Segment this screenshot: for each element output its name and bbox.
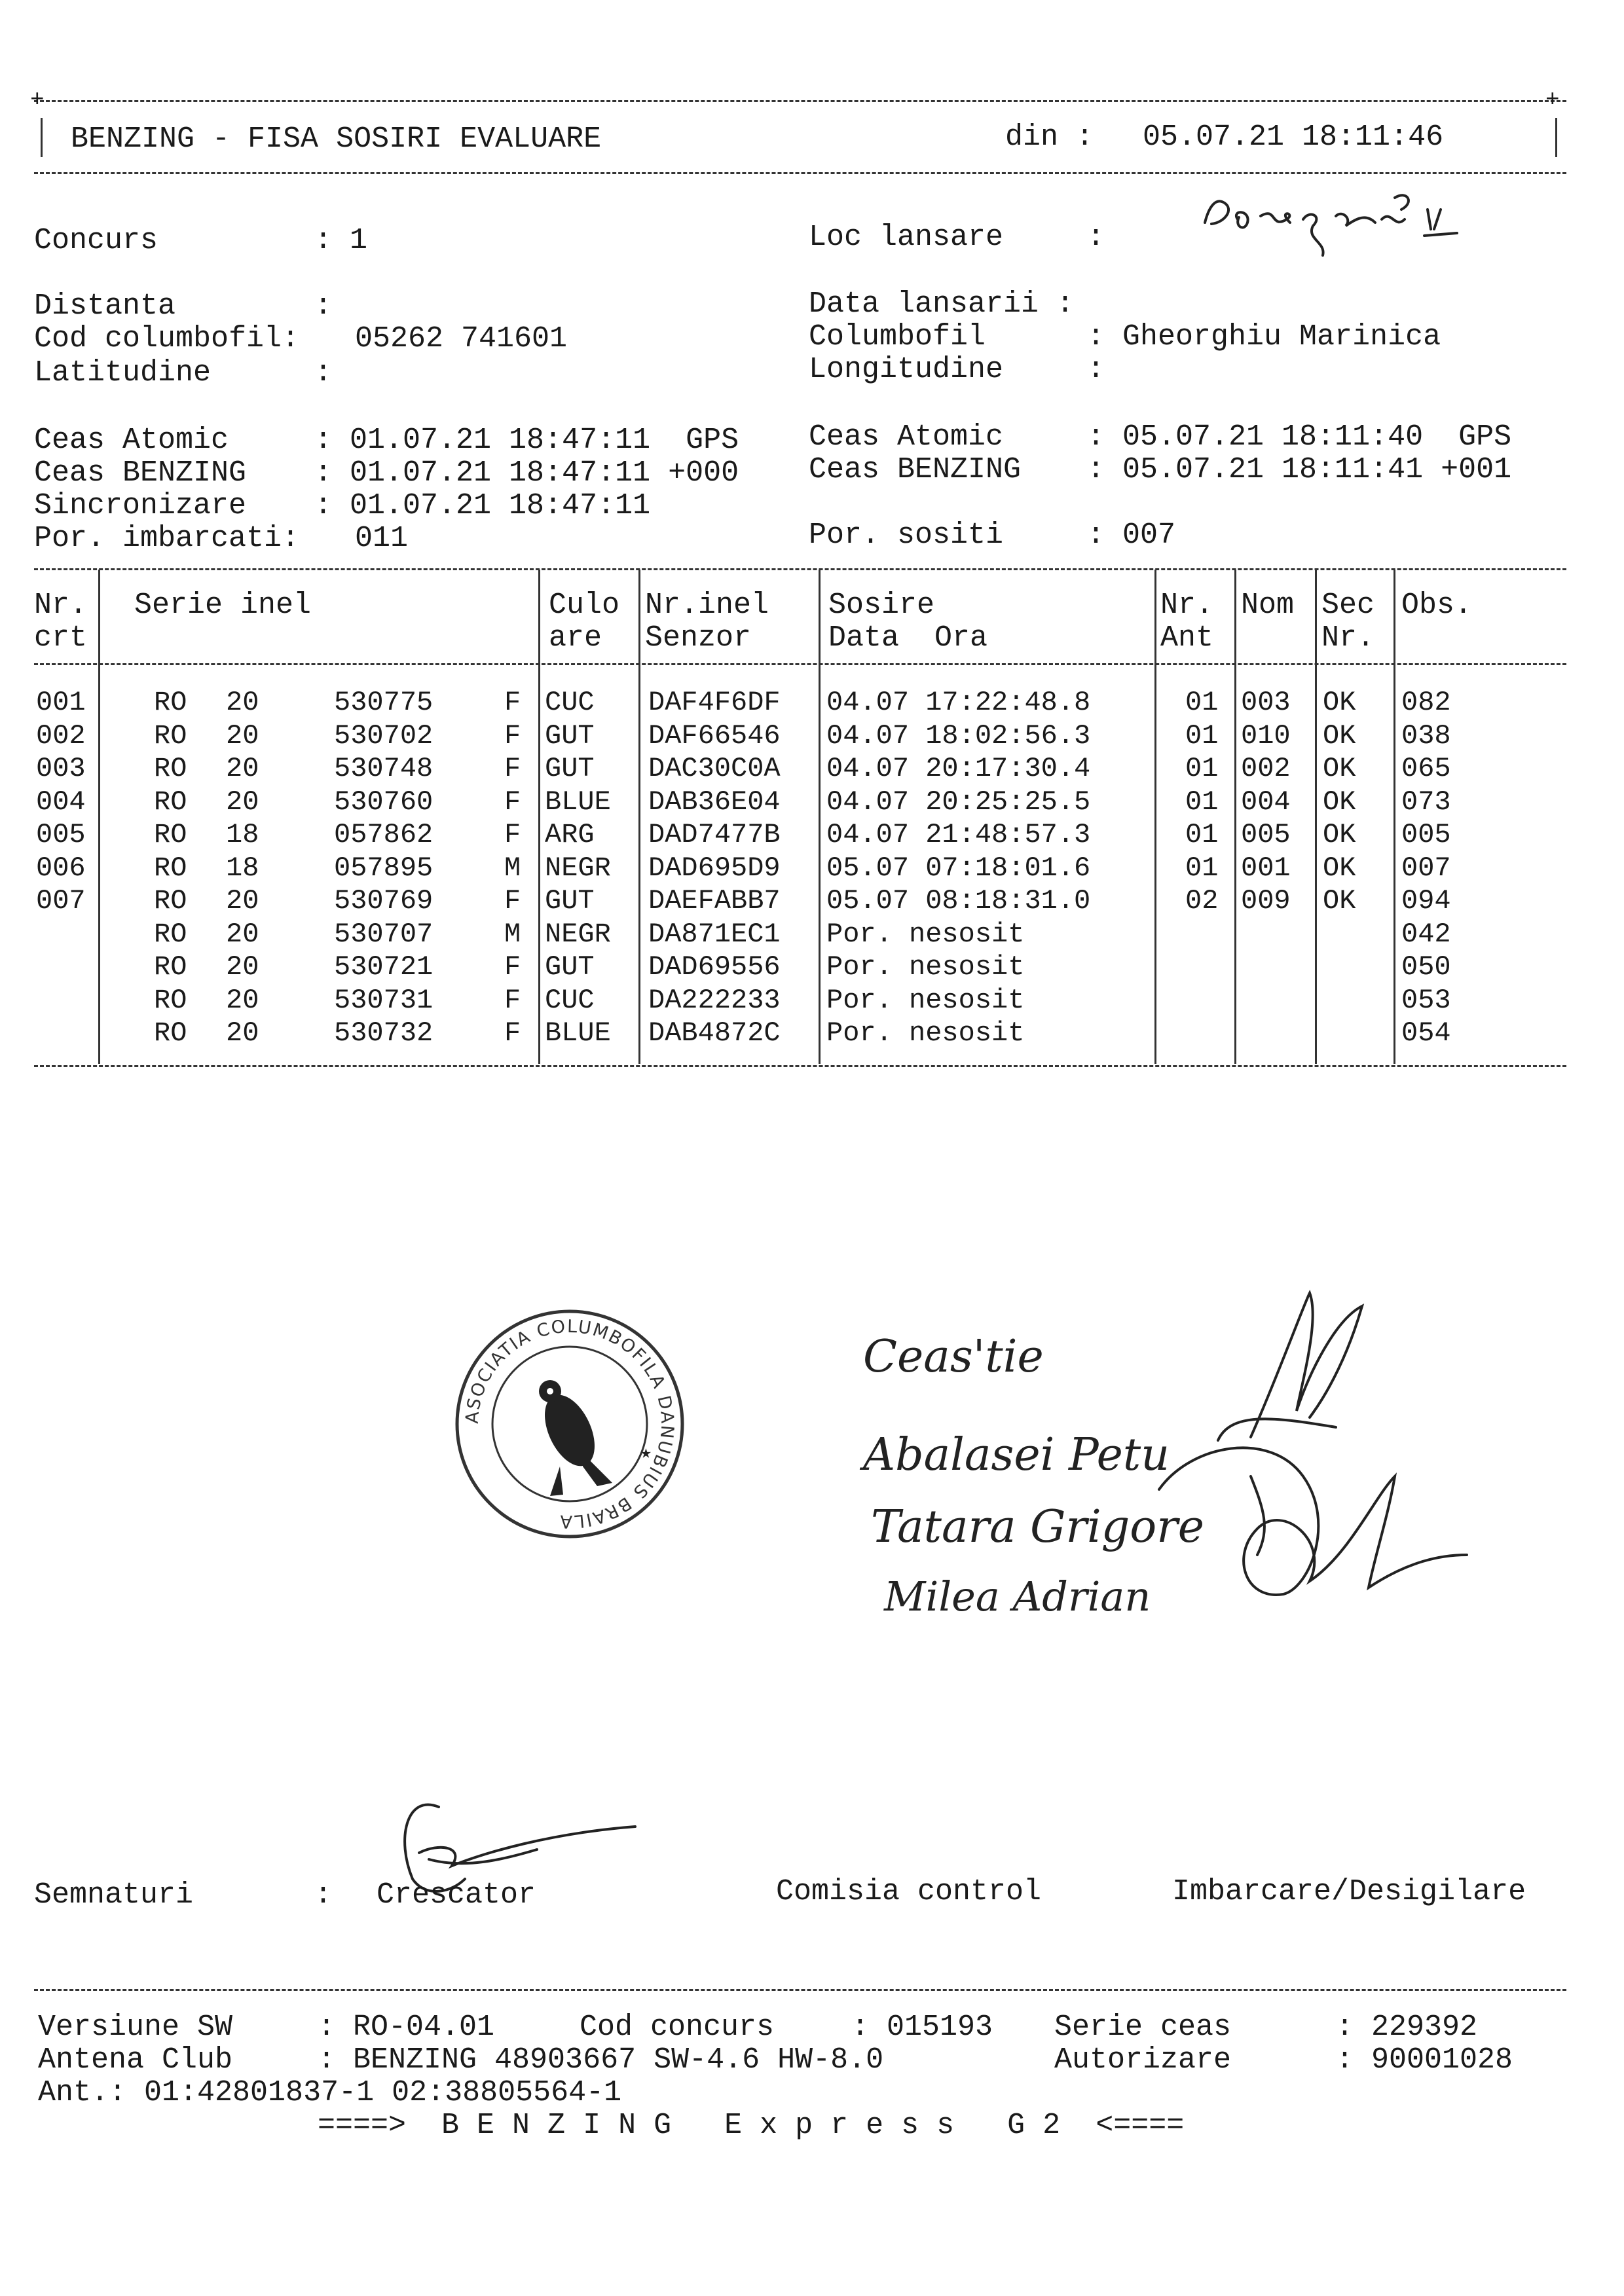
- commission-handwritten-signatures: [851, 1280, 1519, 1647]
- row-nom: 001: [1241, 852, 1291, 884]
- row-country: RO: [154, 819, 187, 850]
- row-ant: 01: [1185, 819, 1219, 850]
- distanta-label: Distanta: [34, 289, 176, 323]
- right-clock-value: : 05.07.21 18:11:40 GPS: [1087, 420, 1512, 454]
- antenna-ids: Ant.: 01:42801837-1 02:38805564-1: [38, 2076, 622, 2109]
- por-imbarcati-label: Por. imbarcati:: [34, 522, 300, 555]
- cod-columbofil-value: 05262 741601: [355, 322, 568, 355]
- header-right-border: [1555, 118, 1557, 157]
- row-sex: M: [504, 918, 521, 950]
- latitudine-value: :: [314, 356, 333, 390]
- row-ring: 530707: [334, 918, 434, 950]
- col-divider: [538, 570, 540, 1064]
- row-year: 20: [226, 984, 259, 1016]
- row-sensor: DAF66546: [648, 720, 781, 752]
- row-sex: F: [504, 786, 521, 818]
- loc-lansare-colon: :: [1087, 221, 1105, 254]
- header-nr-ant: Nr.: [1160, 589, 1214, 622]
- row-nom: 009: [1241, 885, 1291, 917]
- din-label: din :: [1005, 120, 1094, 154]
- row-ring: 530731: [334, 984, 434, 1016]
- columbofil-value: : Gheorghiu Marinica: [1087, 320, 1441, 354]
- row-sosire: 04.07 20:17:30.4: [826, 753, 1091, 784]
- row-color: NEGR: [545, 918, 611, 950]
- left-clock-label: Ceas Atomic: [34, 424, 229, 457]
- header-serie-inel: Serie inel: [134, 589, 312, 622]
- imbarcare-desigilare-label: Imbarcare/Desigilare: [1172, 1875, 1526, 1908]
- right-clock-label: Ceas Atomic: [809, 420, 1004, 454]
- row-ant: 01: [1185, 753, 1219, 784]
- right-clock-label: Ceas BENZING: [809, 453, 1022, 486]
- data-lansarii-label: Data lansarii :: [809, 287, 1075, 321]
- antena-value: : BENZING 48903667 SW-4.6 HW-8.0: [318, 2043, 884, 2077]
- row-year: 18: [226, 852, 259, 884]
- autorizare-label: Autorizare: [1054, 2043, 1232, 2077]
- row-sensor: DAD695D9: [648, 852, 781, 884]
- corner-plus: +: [30, 86, 45, 113]
- svg-text:Ceas'tie: Ceas'tie: [863, 1331, 1044, 1383]
- row-color: GUT: [545, 885, 595, 917]
- row-color: ARG: [545, 819, 595, 850]
- right-clock-value: : 05.07.21 18:11:41 +001: [1087, 453, 1512, 486]
- row-ring: 057862: [334, 819, 434, 850]
- row-sex: F: [504, 687, 521, 718]
- table-bottom-border: [34, 1065, 1566, 1067]
- footer-divider: [34, 1989, 1566, 1991]
- row-crt: 001: [36, 687, 86, 718]
- row-ring: 530748: [334, 753, 434, 784]
- left-clock-value: : 01.07.21 18:47:11: [314, 489, 651, 522]
- row-sex: F: [504, 753, 521, 784]
- row-sensor: DAB4872C: [648, 1017, 781, 1049]
- crescator-label: Crescator: [377, 1878, 536, 1912]
- row-sec: OK: [1323, 720, 1356, 752]
- row-ring: 530721: [334, 951, 434, 983]
- header-senzor: Senzor: [645, 621, 752, 655]
- table-header-border: [34, 663, 1566, 665]
- row-nom: 003: [1241, 687, 1291, 718]
- row-ring: 530702: [334, 720, 434, 752]
- row-country: RO: [154, 918, 187, 950]
- header-culoare-2: are: [549, 621, 602, 655]
- report-title: BENZING - FISA SOSIRI EVALUARE: [71, 122, 602, 156]
- row-nom: 004: [1241, 786, 1291, 818]
- svg-text:Tatara Grigore: Tatara Grigore: [871, 1501, 1204, 1553]
- row-obs: 050: [1401, 951, 1451, 983]
- row-obs: 094: [1401, 885, 1451, 917]
- concurs-label: Concurs: [34, 224, 158, 257]
- row-year: 20: [226, 1017, 259, 1049]
- row-nom: 010: [1241, 720, 1291, 752]
- row-sosire: 04.07 20:25:25.5: [826, 786, 1091, 818]
- row-sec: OK: [1323, 753, 1356, 784]
- row-obs: 082: [1401, 687, 1451, 718]
- header-sosire: Sosire: [828, 589, 935, 622]
- row-color: BLUE: [545, 786, 611, 818]
- versiune-value: : RO-04.01: [318, 2011, 495, 2044]
- cod-columbofil-label: Cod columbofil:: [34, 322, 300, 355]
- row-sosire: 04.07 21:48:57.3: [826, 819, 1091, 850]
- row-ring: 530760: [334, 786, 434, 818]
- col-divider: [1154, 570, 1156, 1064]
- row-year: 18: [226, 819, 259, 850]
- por-sositi-value: : 007: [1087, 519, 1176, 552]
- row-crt: 006: [36, 852, 86, 884]
- row-color: GUT: [545, 753, 595, 784]
- left-clock-label: Sincronizare: [34, 489, 247, 522]
- semnaturi-colon: :: [314, 1878, 333, 1912]
- row-obs: 038: [1401, 720, 1451, 752]
- row-sensor: DAD7477B: [648, 819, 781, 850]
- row-sec: OK: [1323, 852, 1356, 884]
- row-sex: F: [504, 1017, 521, 1049]
- concurs-value: : 1: [314, 224, 368, 257]
- row-year: 20: [226, 918, 259, 950]
- row-sosire: 04.07 17:22:48.8: [826, 687, 1091, 718]
- header-top-border: [34, 100, 1566, 102]
- row-obs: 053: [1401, 984, 1451, 1016]
- row-ant: 01: [1185, 720, 1219, 752]
- row-sensor: DAD69556: [648, 951, 781, 983]
- loc-lansare-label: Loc lansare: [809, 221, 1004, 254]
- row-sex: F: [504, 819, 521, 850]
- row-ring: 530732: [334, 1017, 434, 1049]
- row-color: CUC: [545, 687, 595, 718]
- row-obs: 065: [1401, 753, 1451, 784]
- row-country: RO: [154, 951, 187, 983]
- row-obs: 054: [1401, 1017, 1451, 1049]
- left-clock-label: Ceas BENZING: [34, 456, 247, 490]
- svg-text:ASOCIATIA COLUMBOFILA DANUBIUS: ASOCIATIA COLUMBOFILA DANUBIUS BRAILA: [462, 1316, 678, 1532]
- header-data-ora: Data Ora: [828, 621, 988, 655]
- header-nr-ant-2: Ant: [1160, 621, 1214, 655]
- row-sec: OK: [1323, 786, 1356, 818]
- row-country: RO: [154, 753, 187, 784]
- row-country: RO: [154, 984, 187, 1016]
- row-ring: 057895: [334, 852, 434, 884]
- serie-ceas-value: : 229392: [1336, 2011, 1478, 2044]
- longitudine-label: Longitudine: [809, 353, 1004, 386]
- row-sensor: DAEFABB7: [648, 885, 781, 917]
- col-divider: [638, 570, 640, 1064]
- latitudine-label: Latitudine: [34, 356, 212, 390]
- row-country: RO: [154, 885, 187, 917]
- row-obs: 073: [1401, 786, 1451, 818]
- header-culoare: Culo: [549, 589, 620, 622]
- row-crt: 005: [36, 819, 86, 850]
- col-divider: [1234, 570, 1236, 1064]
- row-sosire: 04.07 18:02:56.3: [826, 720, 1091, 752]
- row-obs: 005: [1401, 819, 1451, 850]
- loc-lansare-handwriting: [1198, 183, 1500, 268]
- row-ring: 530769: [334, 885, 434, 917]
- header-left-border: [41, 118, 43, 157]
- row-ring: 530775: [334, 687, 434, 718]
- row-sosire: Por. nesosit: [826, 918, 1025, 950]
- serie-ceas-label: Serie ceas: [1054, 2011, 1232, 2044]
- row-obs: 042: [1401, 918, 1451, 950]
- row-year: 20: [226, 720, 259, 752]
- row-sosire: 05.07 08:18:31.0: [826, 885, 1091, 917]
- brand-line: ====> B E N Z I N G E x p r e s s G 2 <====: [318, 2109, 1185, 2142]
- row-ant: 01: [1185, 852, 1219, 884]
- row-sensor: DAF4F6DF: [648, 687, 781, 718]
- row-crt: 007: [36, 885, 86, 917]
- row-crt: 002: [36, 720, 86, 752]
- cod-concurs-label: Cod concurs: [580, 2011, 775, 2044]
- columbofil-label: Columbofil: [809, 320, 986, 354]
- row-sex: F: [504, 885, 521, 917]
- row-sensor: DAB36E04: [648, 786, 781, 818]
- row-color: BLUE: [545, 1017, 611, 1049]
- svg-text:Milea Adrian: Milea Adrian: [884, 1573, 1151, 1620]
- row-year: 20: [226, 885, 259, 917]
- row-sosire: Por. nesosit: [826, 951, 1025, 983]
- row-color: CUC: [545, 984, 595, 1016]
- row-country: RO: [154, 687, 187, 718]
- versiune-label: Versiune SW: [38, 2011, 233, 2044]
- header-bottom-border: [34, 172, 1566, 174]
- autorizare-value: : 90001028: [1336, 2043, 1513, 2077]
- corner-plus: +: [1545, 86, 1560, 113]
- left-clock-value: : 01.07.21 18:47:11 GPS: [314, 424, 739, 457]
- row-sex: F: [504, 951, 521, 983]
- row-sensor: DA871EC1: [648, 918, 781, 950]
- row-sex: F: [504, 720, 521, 752]
- row-nom: 002: [1241, 753, 1291, 784]
- row-ant: 01: [1185, 786, 1219, 818]
- header-nom: Nom: [1241, 589, 1295, 622]
- row-color: GUT: [545, 951, 595, 983]
- row-year: 20: [226, 786, 259, 818]
- semnaturi-label: Semnaturi: [34, 1878, 194, 1912]
- row-sensor: DAC30C0A: [648, 753, 781, 784]
- row-crt: 004: [36, 786, 86, 818]
- antena-label: Antena Club: [38, 2043, 233, 2077]
- row-ant: 02: [1185, 885, 1219, 917]
- row-country: RO: [154, 1017, 187, 1049]
- report-datetime: 05.07.21 18:11:46: [1143, 120, 1444, 154]
- por-imbarcati-value: 011: [355, 522, 409, 555]
- row-sex: F: [504, 984, 521, 1016]
- association-stamp: [452, 1300, 688, 1548]
- svg-text:Abalasei Petu: Abalasei Petu: [863, 1429, 1170, 1481]
- row-sex: M: [504, 852, 521, 884]
- row-year: 20: [226, 687, 259, 718]
- row-color: NEGR: [545, 852, 611, 884]
- svg-text:★: ★: [640, 1444, 652, 1464]
- row-crt: 003: [36, 753, 86, 784]
- col-divider: [98, 570, 100, 1064]
- row-sec: OK: [1323, 885, 1356, 917]
- row-sosire: Por. nesosit: [826, 984, 1025, 1016]
- row-nom: 005: [1241, 819, 1291, 850]
- row-obs: 007: [1401, 852, 1451, 884]
- col-divider: [1393, 570, 1395, 1064]
- row-sensor: DA222233: [648, 984, 781, 1016]
- header-nr: Nr.: [34, 589, 88, 622]
- row-sosire: Por. nesosit: [826, 1017, 1025, 1049]
- distanta-value: :: [314, 289, 333, 323]
- row-country: RO: [154, 786, 187, 818]
- longitudine-value: :: [1087, 353, 1105, 386]
- header-crt: crt: [34, 621, 88, 655]
- col-divider: [819, 570, 821, 1064]
- left-clock-value: : 01.07.21 18:47:11 +000: [314, 456, 739, 490]
- row-ant: 01: [1185, 687, 1219, 718]
- row-sosire: 05.07 07:18:01.6: [826, 852, 1091, 884]
- comisia-control-label: Comisia control: [776, 1875, 1042, 1908]
- por-sositi-label: Por. sositi: [809, 519, 1004, 552]
- header-obs: Obs.: [1401, 589, 1473, 622]
- header-sec: Sec: [1321, 589, 1375, 622]
- row-country: RO: [154, 852, 187, 884]
- row-sec: OK: [1323, 687, 1356, 718]
- cod-concurs-value: : 015193: [851, 2011, 993, 2044]
- row-year: 20: [226, 951, 259, 983]
- header-sec-nr: Nr.: [1321, 621, 1375, 655]
- row-color: GUT: [545, 720, 595, 752]
- row-country: RO: [154, 720, 187, 752]
- table-top-border: [34, 568, 1566, 570]
- row-sec: OK: [1323, 819, 1356, 850]
- row-year: 20: [226, 753, 259, 784]
- header-nr-inel: Nr.inel: [645, 589, 769, 622]
- col-divider: [1315, 570, 1317, 1064]
